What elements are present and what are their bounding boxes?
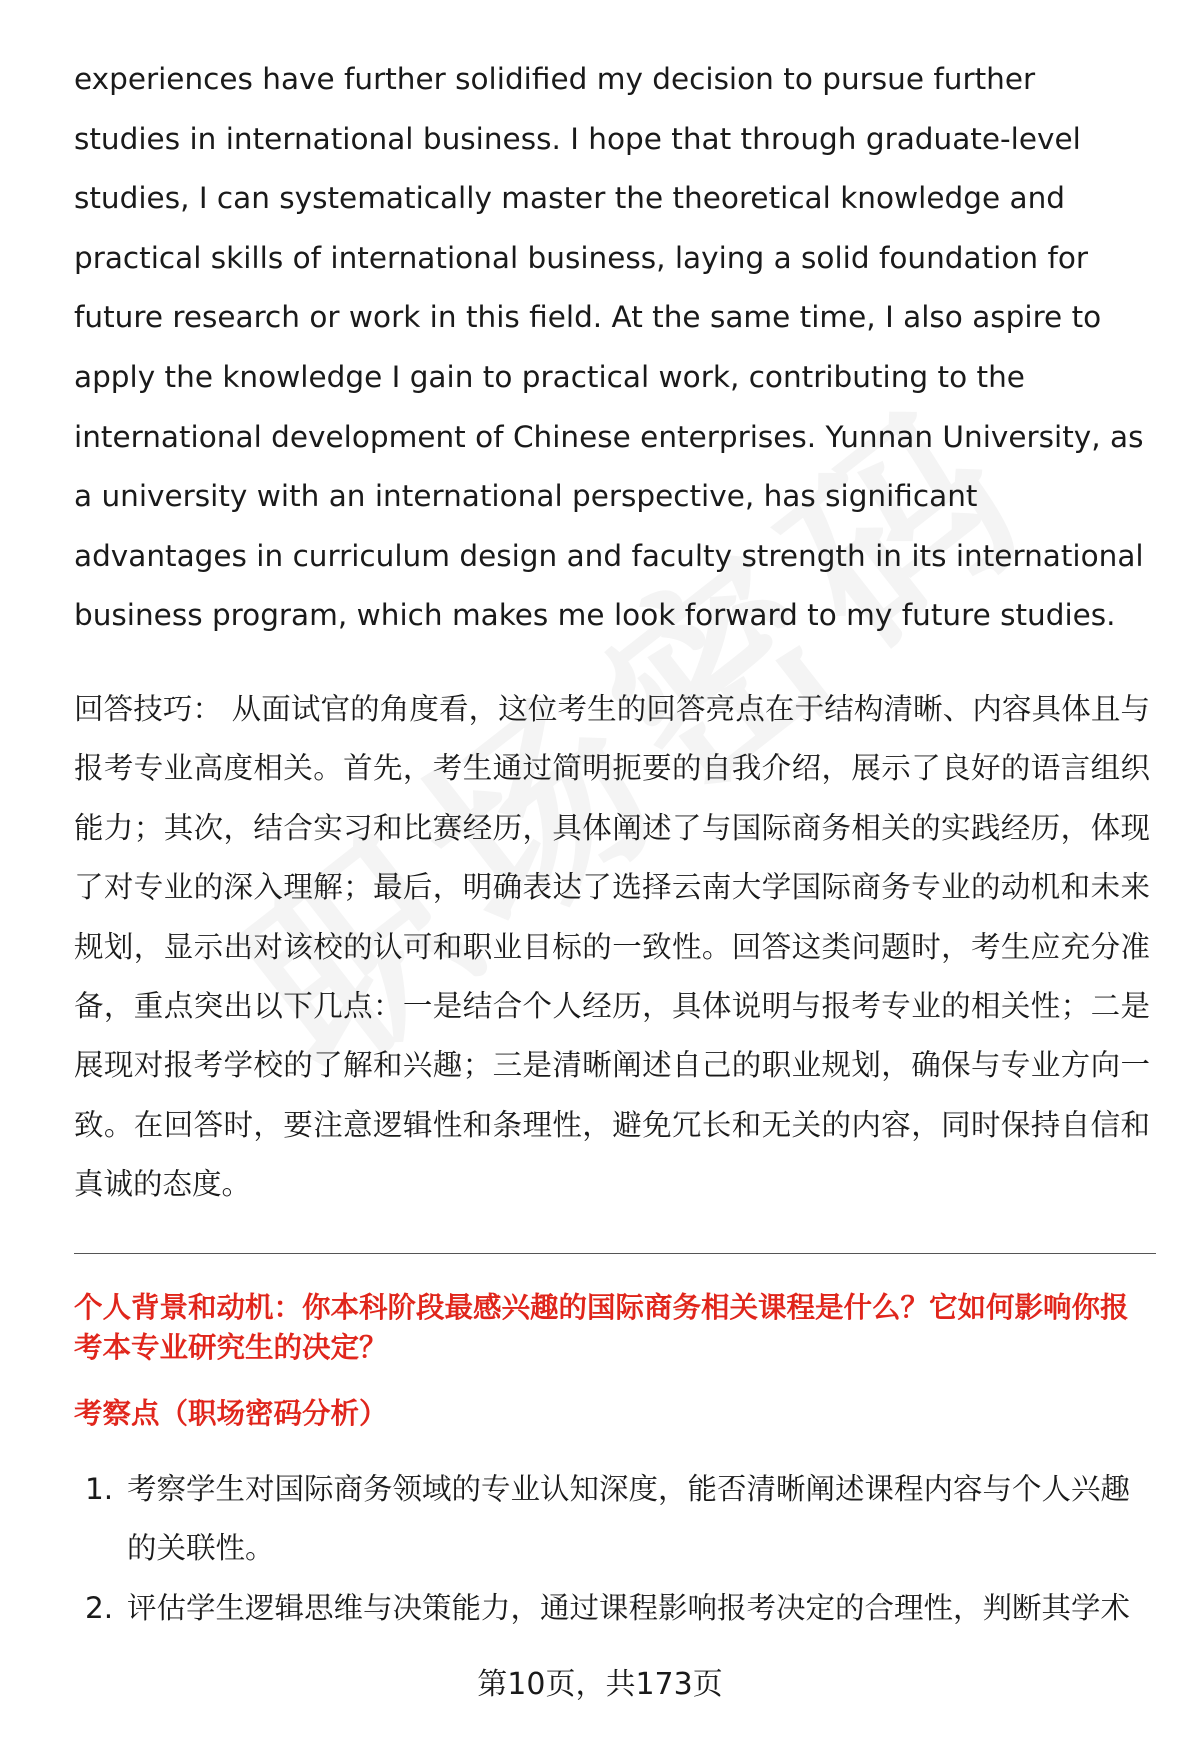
list-item-number: 2. [85,1590,114,1625]
page-content [74,50,1150,1638]
list-item-text: 考察学生对国际商务领域的专业认知深度，能否清晰阐述课程内容与个人兴趣的关联性。 [127,1471,1131,1566]
assessment-points-heading: 考察点（职场密码分析） [74,1396,388,1430]
english-paragraph: experiences have further solidified my decision to pursue further studies in international business. I hope that through graduate-level studies, I can systematically master the theoretical knowledge and practical skills of international business, laying a solid foundation for future research or work in this field. At the same time, I also aspire to apply the knowledge I gain to practical work, contributing to the international development of Chinese enterprises. Yunnan University, as a university with an international perspective, has significant advantages in curriculum design and faculty strength in its international business program, which makes me look forward to my future studies. [74,62,1144,633]
answer-tips-text: 从面试官的角度看，这位考生的回答亮点在于结构清晰、内容具体且与报考专业高度相关。首先，考生通过简明扼要的自我介绍，展示了良好的语言组织能力；其次，结合实习和比赛经历，具体阐述了与国际商务相关的实践经历，体现了对专业的深入理解；最后，明确表达了选择云南大学国际商务专业的动机和未来规划，显示出对该校的认可和职业目标的一致性。回答这类问题时，考生应充分准备，重点突出以下几点：一是结合个人经历，具体说明与报考专业的相关性；二是展现对报考学校的了解和兴趣；三是清晰阐述自己的职业规划，确保与专业方向一致。在回答时，要注意逻辑性和条理性，避免冗长和无关的内容，同时保持自信和真诚的态度。 [74,691,1150,1202]
page-number-footer: 第10页，共173页 [477,1667,723,1702]
assessment-points-list [74,1460,1150,1639]
question-heading: 个人背景和动机：你本科阶段最感兴趣的国际商务相关课程是什么？它如何影响你报考本专业研究生的决定？ [74,1290,1129,1364]
list-item [74,1460,1150,1579]
section-divider [74,1253,1156,1254]
list-item [74,1579,1150,1639]
answer-tips-paragraph [74,680,1150,1215]
answer-tips-label: 回答技巧： [74,691,223,726]
list-item-text: 评估学生逻辑思维与决策能力，通过课程影响报考决定的合理性，判断其学术 [127,1590,1131,1625]
list-item-number: 1. [85,1471,114,1506]
